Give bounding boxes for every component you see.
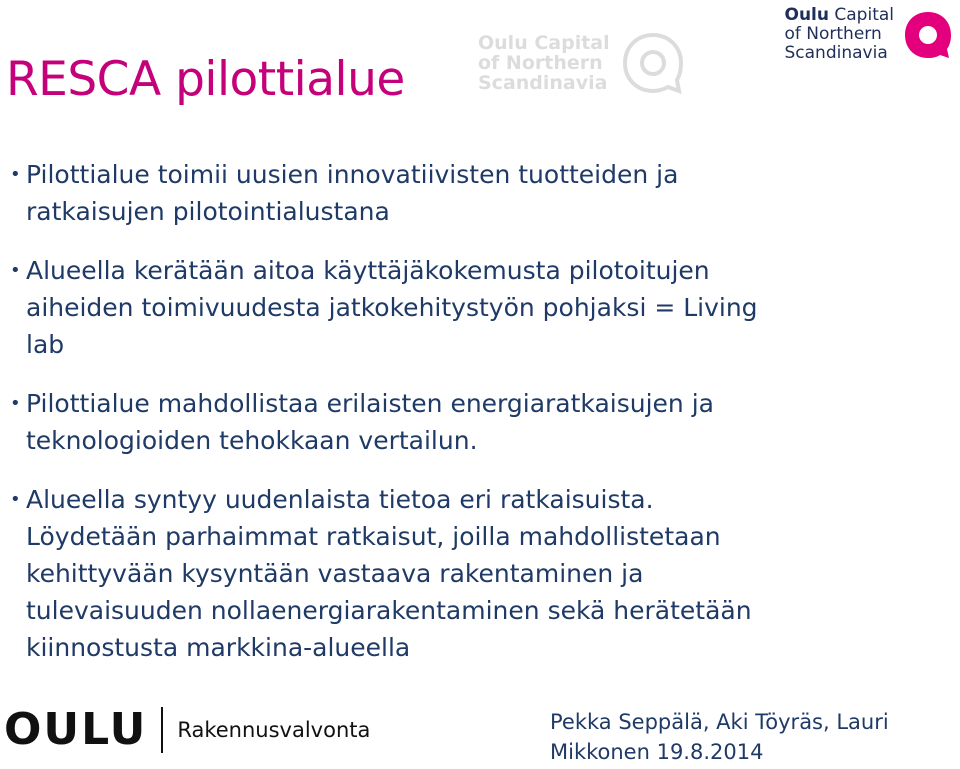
brand-logo-line2: of Northern [784,24,882,44]
bullet-item [0,252,900,363]
page-title: RESCA pilottialue [6,52,405,107]
brand-logo-line1-bold: Oulu [784,5,829,25]
brand-logo [785,6,955,63]
bullet-dot-icon: • [10,164,21,185]
department-name: Rakennusvalvonta [177,717,371,742]
watermark-line2: of Northern [478,52,603,74]
brand-logo-text [785,6,895,63]
bullet-dot-icon: • [10,260,21,281]
bullet-dot-icon: • [10,489,21,510]
bullet-text: Alueella syntyy uudenlaista tietoa eri ratkaisuista. [26,485,654,514]
watermark-logo [478,30,686,96]
speech-bubble-logo-icon [902,9,954,61]
bullet-text: Pilottialue toimii uusien innovatiivisten tuotteiden ja ratkaisujen pilotointialustana [26,160,679,226]
watermark-line3: Scandinavia [478,72,608,94]
bullet-text: Pilottialue mahdollistaa erilaisten energiaratkaisujen ja teknologioiden tehokkaan vertailun. [26,389,714,455]
watermark-speech-bubble-icon [620,30,686,96]
brand-logo-line1-rest: Capital [828,5,894,25]
watermark-logo-text [478,33,610,93]
bullet-text: Alueella kerätään aitoa käyttäjäkokemusta pilotoitujen aiheiden toimivuudesta jatkokehitystyön pohjaksi = Living lab [26,256,758,359]
bullet-list [0,156,900,666]
footer-authors: Pekka Seppälä, Aki Töyräs, Lauri Mikkonen 19.8.2014 [550,710,889,764]
bullet-item [0,156,900,230]
bullet-item [0,481,900,518]
bullet-dot-icon: • [10,393,21,414]
bullet-item [0,385,900,459]
brand-logo-line3: Scandinavia [784,43,888,63]
watermark-line1: Oulu Capital [478,32,610,54]
footer-logo [4,704,370,755]
oulu-wordmark: OULU [4,704,148,755]
bullet-continuation-text: Löydetään parhaimmat ratkaisut, joilla mahdollistetaan kehittyvään kysyntään vastaava rakentaminen ja tulevaisuuden nollaenergiarakentaminen sekä herätetään kiinnostusta markkina-alueella [26,522,752,662]
footer-logo-divider [161,707,163,753]
